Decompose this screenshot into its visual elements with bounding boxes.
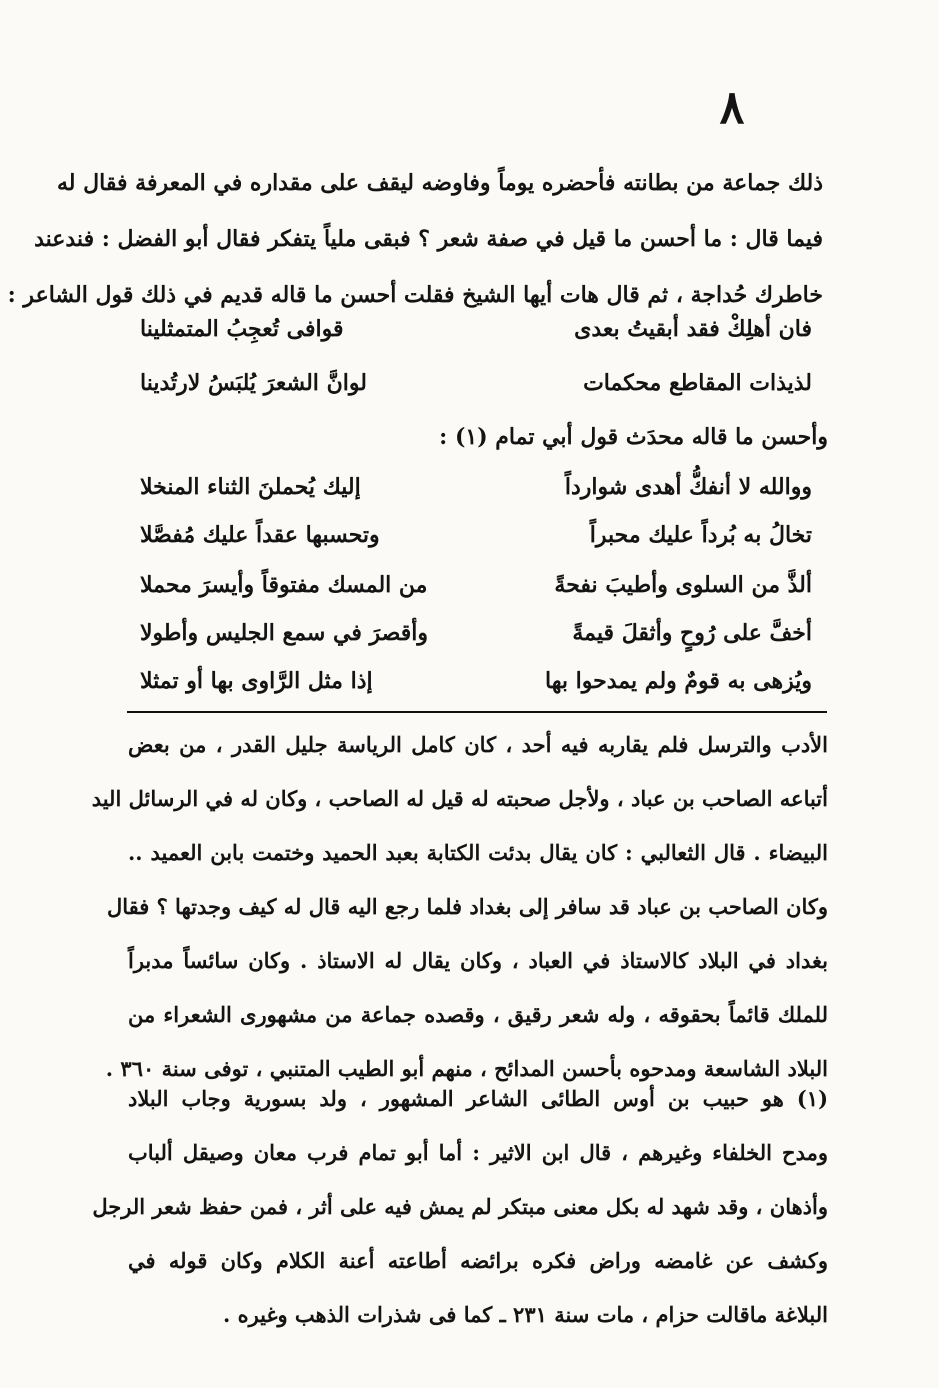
- footnote-1: [92, 1072, 828, 1342]
- footnote-line: (١) هو حبيب بن أوس الطائى الشاعر المشهور ، ولد بسورية وجاب البلاد: [128, 1086, 828, 1111]
- poem-verse: [140, 474, 812, 524]
- verse-second-hemistich: لوانَّ الشعرَ يُلبَسُ لارتُدينا: [140, 370, 367, 396]
- verse-first-hemistich: ووالله لا أنفكُّ أهدى شوارداً: [564, 474, 812, 500]
- footnote-line: وأذهان ، وقد شهد له بكل معنى مبتكر لم يمش فيه على أثر ، فمن حفظ شعر الرجل: [92, 1194, 828, 1219]
- intro-paragraph: [7, 155, 823, 323]
- poem-verse: [140, 572, 812, 622]
- footnote-line: الأدب والترسل فلم يقاربه فيه أحد ، كان كامل الرياسة جليل القدر ، من بعض: [128, 732, 828, 757]
- poem-verse: [140, 620, 812, 670]
- verse-first-hemistich: ويُزهى به قومٌ ولم يمدحوا بها: [545, 668, 812, 694]
- footnote-biography: [91, 718, 828, 1096]
- footnote-line: وكشف عن غامضه وراض فكره برائضه أطاعته أعنة الكلام وكان قوله في: [128, 1248, 828, 1273]
- footnote-line: البيضاء . قال الثعالبي : كان يقال بدئت الكتابة بعبد الحميد وختمت بابن العميد ..: [128, 840, 828, 865]
- footnote-divider: [127, 711, 827, 713]
- poem-verse: [140, 522, 812, 572]
- verse-first-hemistich: ألذَّ من السلوى وأطيبَ نفحةً: [554, 572, 812, 598]
- intro-line: ذلك جماعة من بطانته فأحضره يوماً وفاوضه ليقف على مقداره في المعرفة فقال له: [57, 170, 823, 196]
- verse-second-hemistich: قوافى تُعجِبُ المتمثلينا: [140, 316, 344, 342]
- verse-first-hemistich: تخالُ به بُرداً عليك محبراً: [589, 522, 812, 548]
- poem-verse: [140, 370, 812, 420]
- verse-second-hemistich: من المسك مفتوقاً وأيسرَ محملا: [140, 572, 428, 598]
- footnote-line: البلاد الشاسعة ومدحوه بأحسن المدائح ، منهم أبو الطيب المتنبي ، توفى سنة ٣٦٠ .: [105, 1056, 828, 1081]
- footnote-line: البلاغة ماقالت حزام ، مات سنة ٢٣١ ـ كما فى شذرات الذهب وغيره .: [222, 1302, 828, 1327]
- footnote-line: وكان الصاحب بن عباد قد سافر إلى بغداد فلما رجع اليه قال له كيف وجدتها ؟ فقال: [106, 894, 828, 919]
- verse-first-hemistich: فان أهلِكْ فقد أبقيتُ بعدى: [574, 316, 812, 342]
- page-number: ٨: [719, 80, 745, 134]
- verse-second-hemistich: وأقصرَ في سمع الجليس وأطولا: [140, 620, 428, 646]
- verse-first-hemistich: أخفَّ على رُوحٍ وأثقلَ قيمةً: [572, 620, 812, 646]
- verse-second-hemistich: وتحسبها عقداً عليك مُفصَّلا: [140, 522, 380, 548]
- verse-second-hemistich: إذا مثل الرَّاوى بها أو تمثلا: [140, 668, 373, 694]
- intro-line: فيما قال : ما أحسن ما قيل في صفة شعر ؟ فبقى ملياً يتفكر فقال أبو الفضل : فندعند: [34, 226, 823, 252]
- footnote-line: ومدح الخلفاء وغيرهم ، قال ابن الاثير : أما أبو تمام فرب معان وصيقل ألباب: [128, 1140, 828, 1165]
- modern-poet-intro: وأحسن ما قاله محدَث قول أبي تمام (١) :: [439, 424, 828, 450]
- footnote-line: بغداد في البلاد كالاستاذ في العباد ، وكان يقال له الاستاذ . وكان سائساً مدبراً: [128, 948, 828, 973]
- intro-line: خاطرك حُداجة ، ثم قال هات أيها الشيخ فقلت أحسن ما قاله قديم في ذلك قول الشاعر :: [7, 282, 823, 308]
- poem-verse: [140, 316, 812, 366]
- footnote-line: للملك قائماً بحقوقه ، وله شعر رقيق ، وقصده جماعة من مشهورى الشعراء من: [128, 1002, 828, 1027]
- verse-second-hemistich: إليك يُحملنَ الثناء المنخلا: [140, 474, 361, 500]
- verse-first-hemistich: لذيذات المقاطع محكمات: [583, 370, 812, 396]
- footnote-line: أتباعه الصاحب بن عباد ، ولأجل صحبته له قيل له الصاحب ، وكان له في الرسائل اليد: [91, 786, 828, 811]
